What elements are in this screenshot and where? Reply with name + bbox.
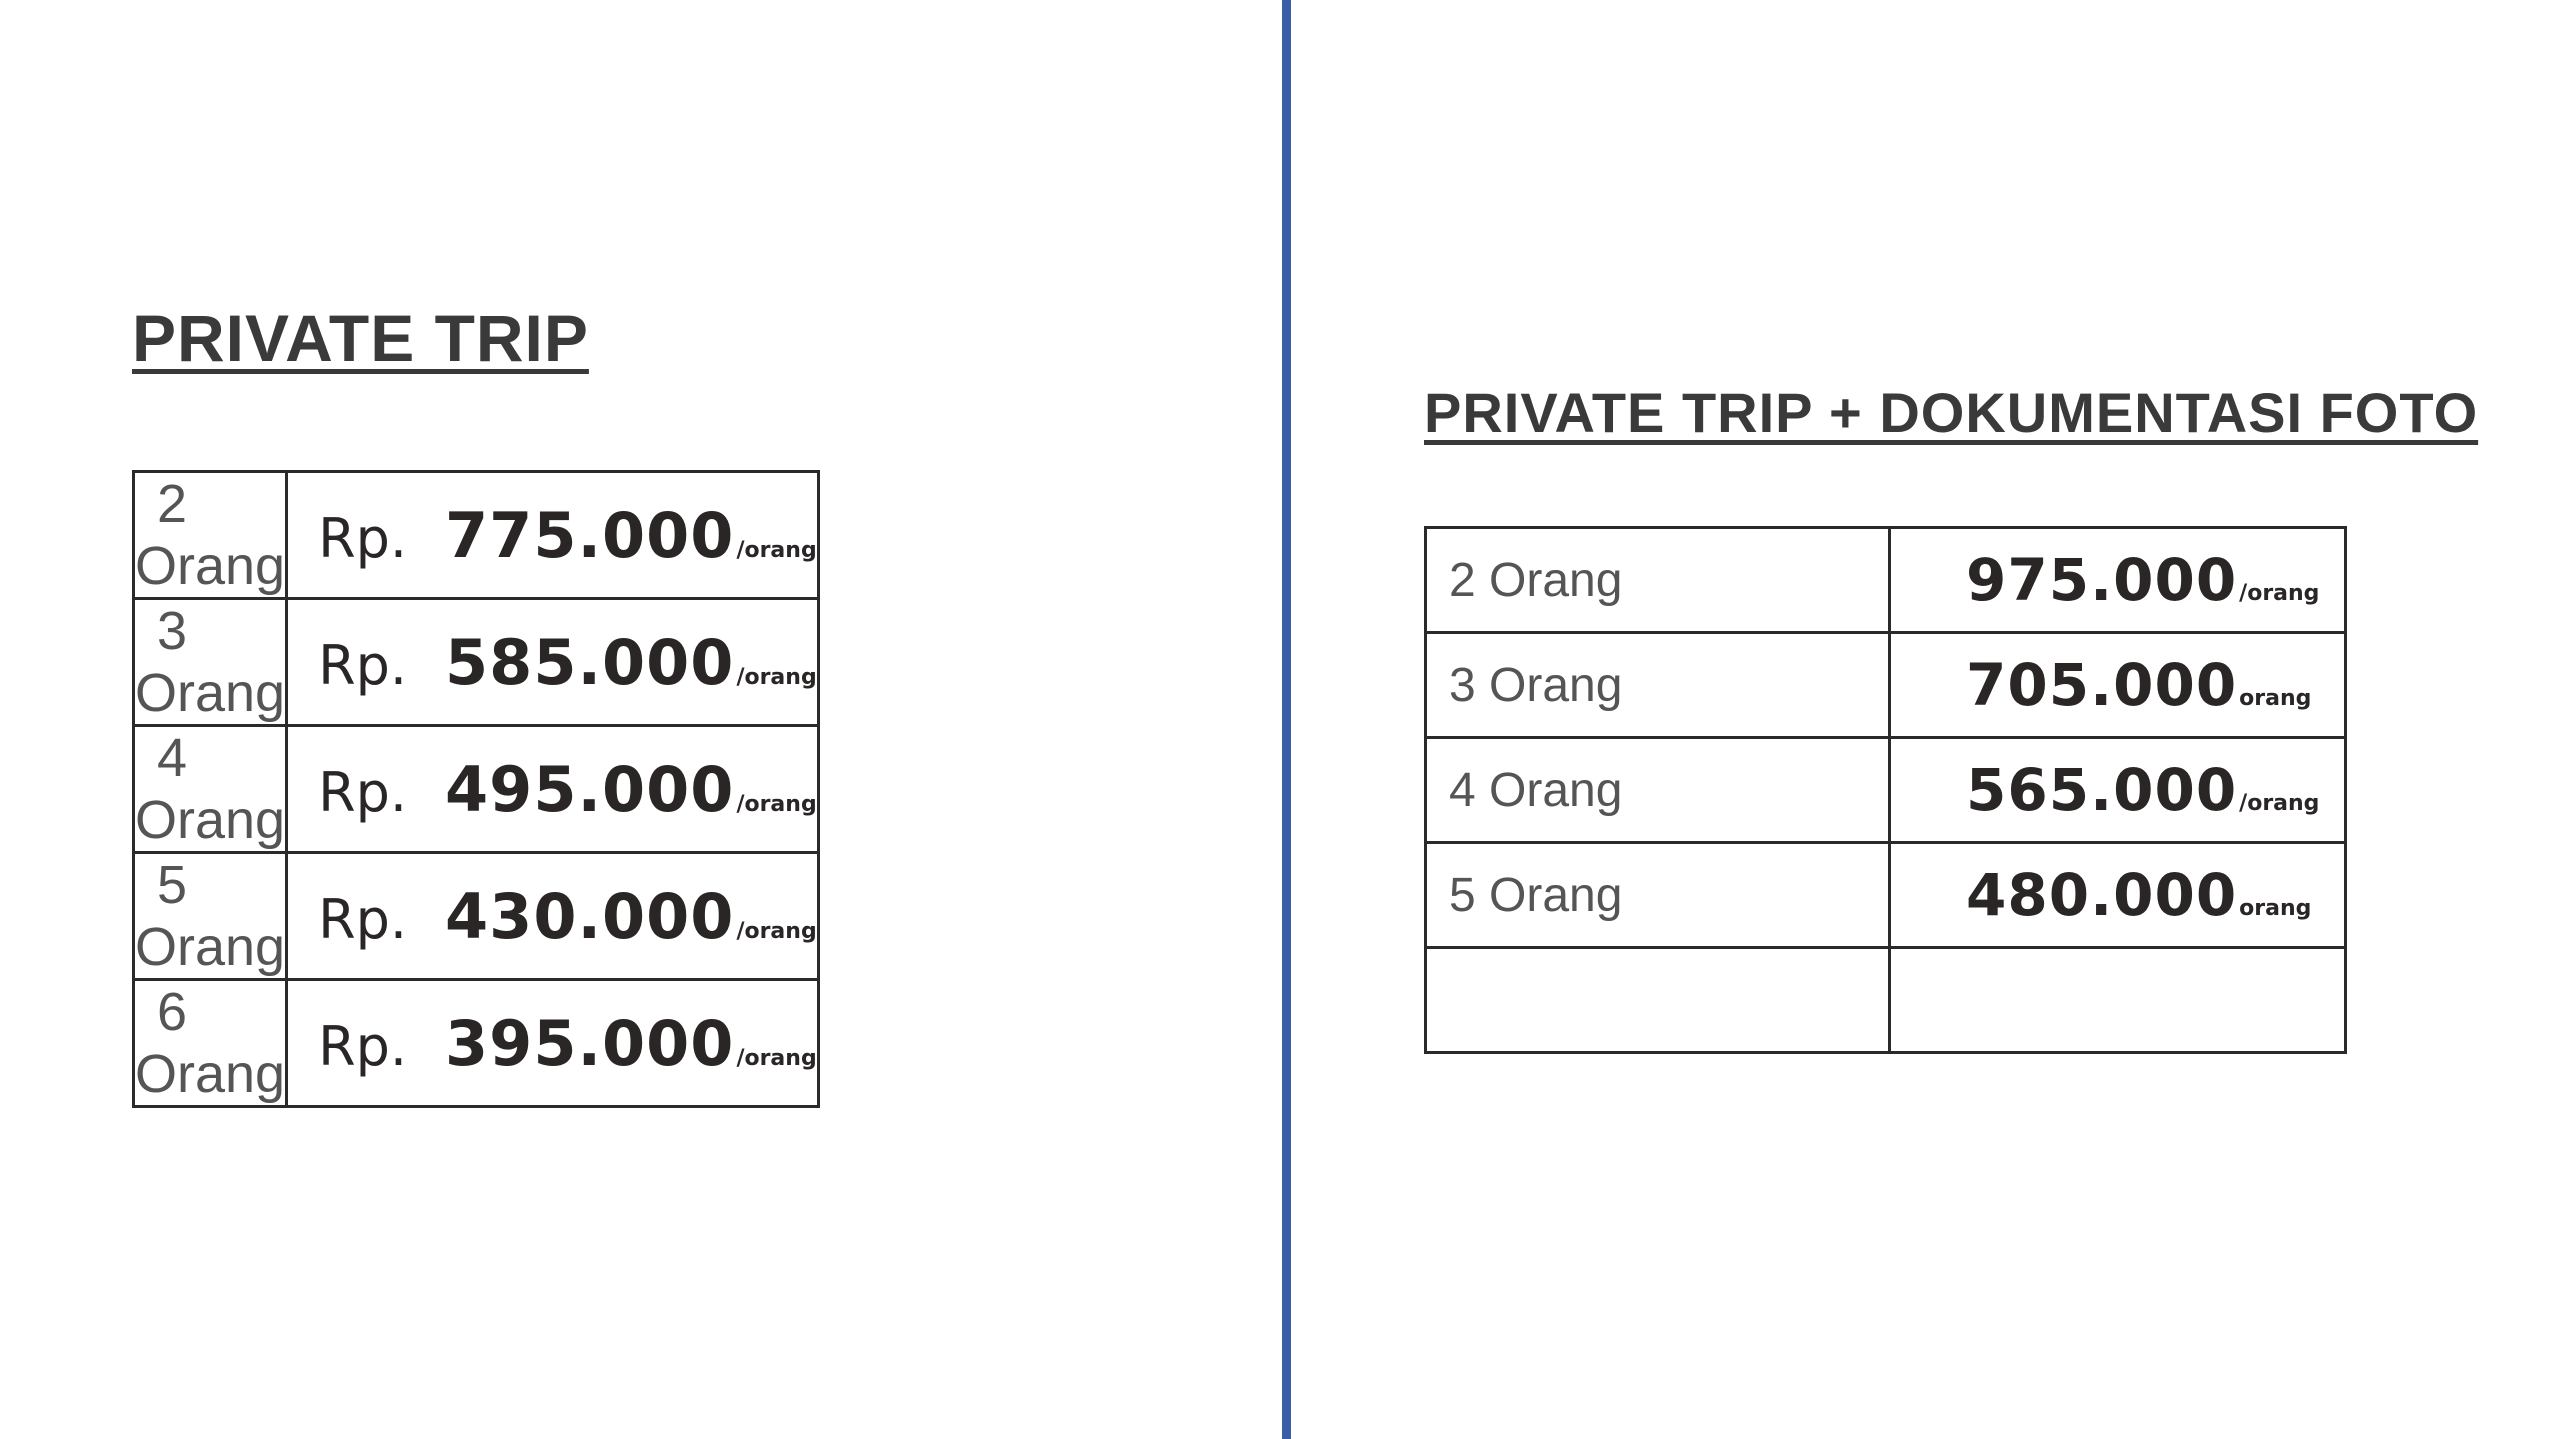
photo-trip-panel [1424, 380, 2479, 929]
group-size-label: 2 Orang [135, 474, 286, 596]
table-row [1426, 843, 2346, 948]
private-trip-title: PRIVATE TRIP [132, 301, 589, 375]
table-row [1426, 738, 2346, 843]
vertical-divider [1282, 0, 1291, 1439]
currency-label: Rp. [318, 760, 408, 824]
group-size-label [1427, 974, 1449, 1027]
group-size-label: 6 Orang [135, 982, 286, 1104]
table-row [1426, 633, 2346, 738]
price-value: 705.000 [1966, 651, 2238, 719]
table-row [134, 980, 819, 1107]
per-person-unit: /orang [736, 664, 817, 690]
per-person-unit: orang [2239, 896, 2312, 921]
private-trip-panel [132, 300, 817, 1104]
price-value: 975.000 [1966, 546, 2238, 614]
table-row [134, 726, 819, 853]
price-value: 395.000 [445, 1006, 735, 1080]
group-size-label: 3 Orang [1449, 658, 1623, 712]
photo-trip-title: PRIVATE TRIP + DOKUMENTASI FOTO [1424, 381, 2479, 444]
price-value: 430.000 [445, 879, 735, 953]
private-trip-price-table [132, 470, 820, 1108]
per-person-unit: orang [2239, 686, 2312, 711]
table-row [134, 853, 819, 980]
price-value: 585.000 [445, 625, 735, 699]
currency-label: Rp. [318, 887, 408, 951]
per-person-unit: /orang [2239, 581, 2320, 606]
group-size-label: 3 Orang [135, 601, 286, 723]
table-row-empty [1426, 948, 2346, 1053]
group-size-label: 5 Orang [1449, 868, 1623, 922]
per-person-unit: /orang [736, 1045, 817, 1071]
group-size-label: 4 Orang [1449, 763, 1623, 817]
per-person-unit: /orang [2239, 791, 2320, 816]
price-value: 565.000 [1966, 756, 2238, 824]
group-size-label: 5 Orang [135, 855, 286, 977]
price-value: 495.000 [445, 752, 735, 826]
per-person-unit: /orang [736, 537, 817, 563]
price-value: 480.000 [1966, 861, 2238, 929]
per-person-unit: /orang [736, 918, 817, 944]
price-value: 775.000 [445, 498, 735, 572]
photo-trip-price-table [1424, 526, 2347, 1054]
currency-label: Rp. [318, 633, 408, 697]
table-row [134, 472, 819, 599]
table-row [1426, 528, 2346, 633]
table-row [134, 599, 819, 726]
group-size-label: 2 Orang [1449, 553, 1623, 607]
currency-label: Rp. [318, 506, 408, 570]
currency-label: Rp. [318, 1014, 408, 1078]
group-size-label: 4 Orang [135, 728, 286, 850]
per-person-unit: /orang [736, 791, 817, 817]
